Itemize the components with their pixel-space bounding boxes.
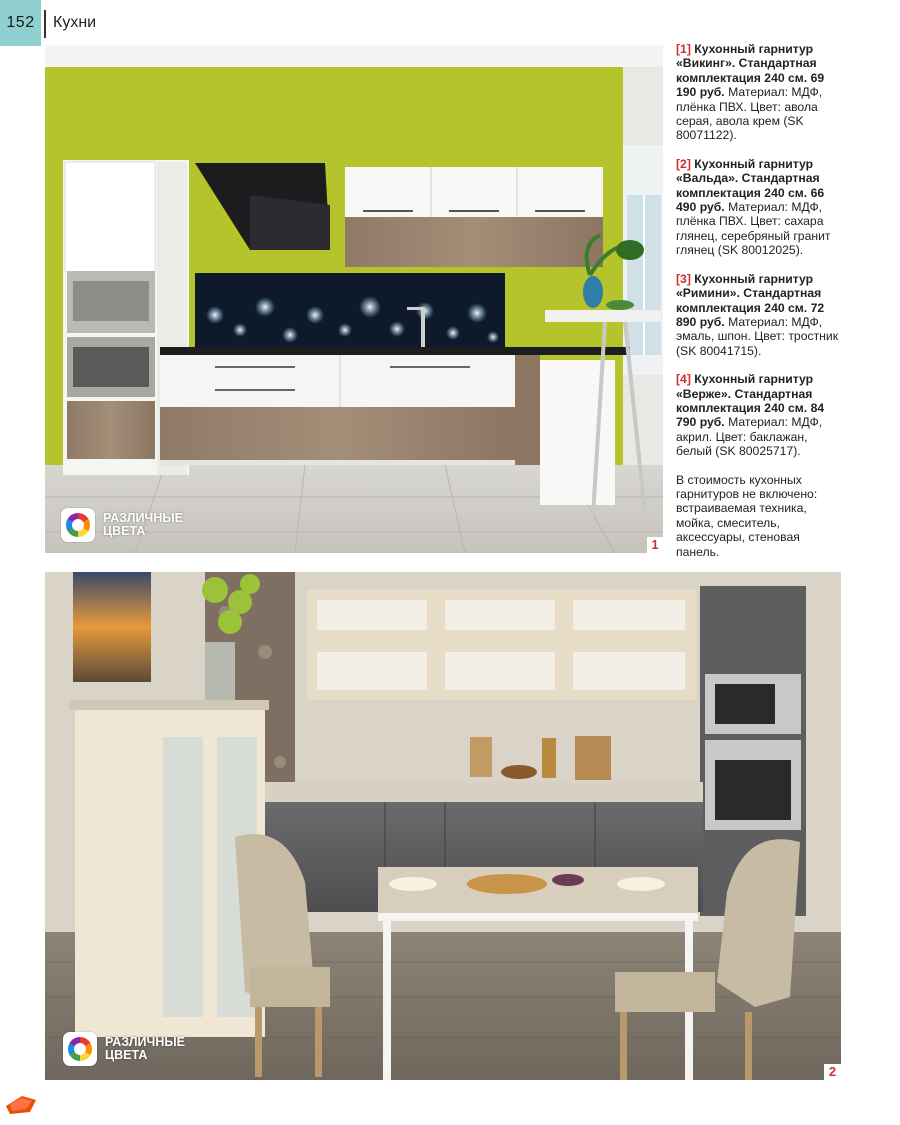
caption-item (676, 157, 844, 258)
photo-number-2: 2 (824, 1064, 841, 1080)
caption-details: Материал: МДФ, акрил. Цвет: баклажан, белый (SK 80025717). (676, 415, 823, 459)
price-note: В стоимость кухонных гарнитуров не включено: встраиваемая техника, мойка, смеситель, аксессуары, стеновая панель. (676, 472, 818, 559)
caption-price: 72 890 руб. (676, 300, 825, 329)
kitchen-photo-2 (45, 572, 841, 1080)
caption-index: [4] (676, 372, 691, 387)
caption-price: 69 190 руб. (676, 70, 825, 100)
color-wheel-icon (61, 508, 95, 542)
caption-details: Материал: МДФ, плёнка ПВХ. Цвет: авола серая, авола крем (SK 80071122). (676, 85, 823, 143)
caption-details: Материал: МДФ, эмаль, шпон. Цвет: тростник (SK 80041715). (676, 314, 839, 358)
caption-title: Кухонный гарнитур «Викинг». Стандартная комплектация 240 см. (676, 42, 817, 85)
caption-item (676, 372, 844, 458)
caption-title: Кухонный гарнитур «Верже». Стандартная комплектация 240 см. (676, 372, 814, 415)
caption-index: [3] (676, 271, 691, 286)
page-number: 152 (0, 0, 41, 46)
caption-price: 66 490 руб. (676, 185, 825, 215)
colors-badge-label: РАЗЛИЧНЫЕ ЦВЕТА (105, 1035, 185, 1062)
caption-details: Материал: МДФ, плёнка ПВХ. Цвет: сахара глянец, серебряный гранит глянец (SK 80012025). (676, 200, 831, 258)
colors-badge-1 (61, 508, 193, 542)
colors-badge-label: РАЗЛИЧНЫЕ ЦВЕТА (103, 511, 183, 538)
caption-item (676, 272, 844, 358)
caption-index: [1] (676, 42, 691, 56)
store-logo-icon (4, 1092, 38, 1116)
photo-number-1: 1 (647, 537, 663, 553)
color-wheel-icon (63, 1032, 97, 1066)
caption-title: Кухонный гарнитур «Римини». Стандартная комплектация 240 см. (676, 271, 822, 315)
section-divider (44, 10, 46, 38)
caption-index: [2] (676, 156, 691, 171)
captions-column (676, 42, 844, 559)
caption-item (676, 42, 844, 143)
section-title: Кухни (53, 14, 97, 31)
kitchen-photo-1 (45, 45, 663, 553)
caption-price: 84 790 руб. (676, 400, 825, 430)
colors-badge-2 (63, 1032, 195, 1066)
caption-title: Кухонный гарнитур «Вальда». Стандартная комплектация 240 см. (676, 156, 820, 200)
